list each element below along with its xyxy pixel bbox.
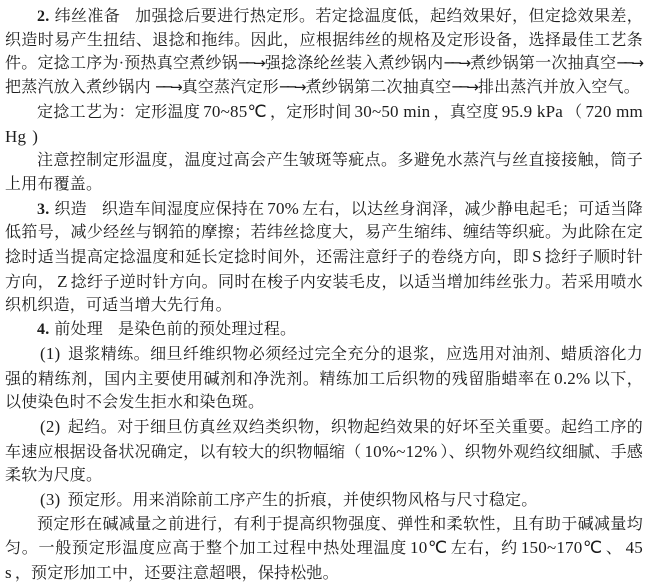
section-3-weaving — [5, 197, 643, 319]
text-run: 强捻涤纶丝装入煮纱锅内 — [264, 55, 444, 73]
text-run: 0.2% — [554, 368, 591, 388]
text-run: 织造车间湿度应保持在 — [101, 200, 265, 218]
text-run: 720 mmHg — [5, 101, 643, 146]
section-2-setting-process-parameters — [5, 100, 643, 149]
item-2-creping — [5, 415, 643, 488]
item-3-presetting — [5, 488, 643, 513]
text-run: 150~170℃ — [520, 538, 603, 558]
presetting-detail — [5, 513, 648, 586]
text-run: 织造 — [54, 200, 87, 218]
text-run: 起绉。对于细旦仿真丝双绉类织物，织物起绉效果的好坏至关重要。起绉工序的车速应根据设备状况确定，以有较大的织物幅缩（ — [5, 418, 643, 461]
text-run: 4. — [37, 321, 50, 339]
flow-arrow-icon: ──→ — [156, 78, 181, 97]
flow-arrow-icon: ──→ — [452, 78, 477, 97]
text-run: 10℃ — [410, 538, 448, 558]
text-run: 30~50 min — [354, 101, 431, 121]
document-body — [5, 5, 648, 586]
text-run: 2. — [37, 8, 50, 25]
text-run: 退浆精练。细旦纤维织物必须经过完全充分的退浆，应选用对油剂、蜡质溶化力强的精练剂，国内主要使用碱剂和净洗剂。精练加工后织物的残留脂蜡率在 — [5, 345, 643, 388]
text-run: Z — [57, 271, 68, 291]
text-run: 70% — [267, 198, 300, 218]
text-run: 预定形。用来消除前工序产生的折痕，并使织物风格与尺寸稳定。 — [63, 492, 538, 510]
section-4-pretreatment — [5, 318, 643, 342]
text-run: 煮纱锅第二次抽真空 — [305, 79, 452, 97]
text-run: 前处理 — [54, 321, 104, 339]
text-run: 95.9 kPa — [501, 101, 564, 121]
section-2-temperature-note — [5, 149, 643, 196]
section-2-weft-preparation — [5, 5, 643, 100]
text-run: 捻纡子顺时针方向， — [5, 249, 643, 291]
text-run: ）、织物外观绉纹细腻、手感柔软为尺度。 — [5, 443, 643, 485]
text-run: (3) — [40, 490, 61, 510]
text-run: ，真空度 — [433, 103, 499, 121]
text-run: 排出蒸汽并放入空气。 — [477, 79, 640, 97]
text-run: 70~85℃ — [203, 101, 267, 121]
text-run: 捻纡子逆时针方向。同时在梭子内安装毛皮，以适当增加纬丝张力。若采用喷水织机织造，可适当增大先行角。 — [5, 273, 643, 315]
flow-arrow-icon: ──→ — [617, 54, 642, 73]
text-run: 左右，约 — [450, 540, 518, 558]
text-run: 是染色前的预处理过程。 — [118, 321, 297, 339]
text-run: 以下，以使染色时不会发生拒水和染色斑。 — [5, 370, 643, 412]
text-run: ) — [32, 126, 39, 146]
flow-arrow-icon: ──→ — [444, 54, 470, 73]
item-1-desizing-scouring — [5, 342, 643, 415]
text-run: 左右，以达丝身润泽，减少静电起毛；可适当降低筘号，减少经丝与钢筘的摩擦；若纬丝捻度大，易产生缩纬、缠结等织疵。为此除在定捻时适当提高定捻温度和延长定捻时间外，还需注意纡子的卷绕方向，即 — [5, 200, 643, 267]
text-run: 预定形在碱减量之前进行，有利于提高织物强度、弹性和柔软性，且有助于碱减量均匀。一般预定形温度应高于整个加工过程中热处理温度 — [5, 515, 643, 558]
text-run: 45 s — [5, 538, 648, 583]
flow-arrow-icon: ──→ — [239, 54, 264, 73]
text-run: 加强捻后要进行热定形。若定捻温度低，起绉效果好，但定捻效果差，织造时易产生扭结、退捻和拖纬。因此，应根据纬丝的规格及定形设备，选择最佳工艺条件。定捻工序为·预热真空煮纱锅 — [5, 8, 643, 73]
text-run: 把蒸汽放入煮纱锅内 — [5, 79, 156, 97]
text-run: ，定形时间 — [269, 103, 352, 121]
text-run: 煮纱锅第一次抽真空 — [470, 55, 617, 73]
text-run: (2) — [40, 416, 61, 436]
text-run: 纬丝准备 — [54, 8, 121, 25]
text-run: 定捻工艺为：定形温度 — [37, 103, 201, 121]
text-run: ，预定形加工中，还要注意超喂，保持松弛。 — [14, 565, 339, 583]
text-run: （ — [566, 103, 583, 121]
text-run: 真空蒸汽定形 — [181, 79, 279, 97]
text-run: 10%~12% — [364, 441, 438, 461]
text-run: S — [532, 247, 542, 267]
text-run: 、 — [605, 540, 623, 558]
text-run: 3. — [37, 200, 50, 218]
text-run: (1) — [40, 343, 61, 363]
flow-arrow-icon: ──→ — [279, 78, 305, 97]
text-run: 注意控制定形温度，温度过高会产生皱斑等疵点。多避免水蒸汽与丝直接接触，筒子上用布覆盖。 — [5, 152, 643, 193]
